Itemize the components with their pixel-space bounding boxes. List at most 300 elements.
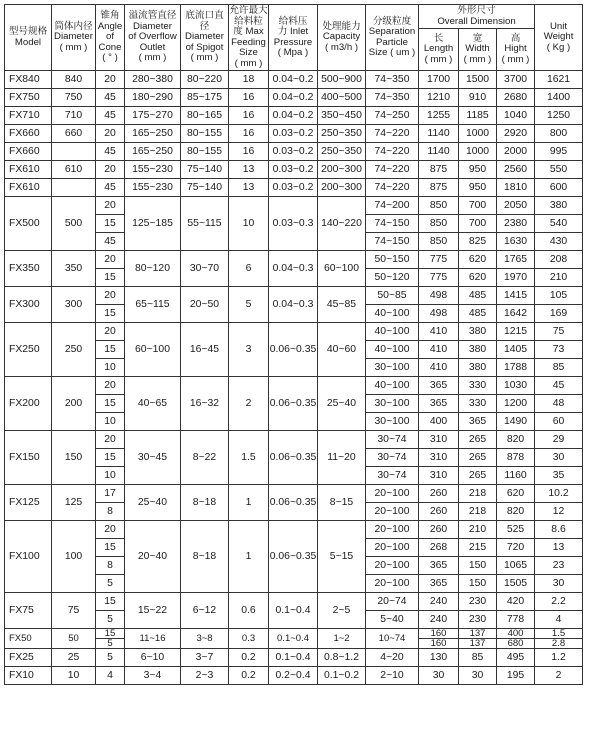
separation-cell: 74~220 — [366, 143, 419, 161]
diameter-cell: 840 — [52, 71, 96, 89]
spigot-cell: 75~140 — [181, 179, 229, 197]
width-cell: 825 — [459, 233, 497, 251]
width-cell: 910 — [459, 89, 497, 107]
feed-size-cell: 1.5 — [229, 431, 269, 485]
length-cell: 850 — [419, 233, 459, 251]
weight-cell: 85 — [535, 359, 583, 377]
model-cell: FX100 — [5, 521, 52, 593]
pressure-cell: 0.03~0.2 — [269, 143, 318, 161]
header-diameter — [52, 5, 96, 71]
model-cell: FX200 — [5, 377, 52, 431]
spigot-cell: 80~155 — [181, 125, 229, 143]
height-cell: 2560 — [497, 161, 535, 179]
pressure-cell: 0.06~0.35 — [269, 377, 318, 431]
feed-size-cell: 0.2 — [229, 667, 269, 685]
width-cell: 330 — [459, 377, 497, 395]
height-cell: 1970 — [497, 269, 535, 287]
separation-cell: 74~200 — [366, 197, 419, 215]
width-cell: 620 — [459, 251, 497, 269]
hydrocyclone-spec-table — [4, 4, 583, 685]
overflow-cell: 280~380 — [125, 71, 181, 89]
feed-size-cell: 10 — [229, 197, 269, 251]
weight-cell: 30 — [535, 449, 583, 467]
separation-cell: 50~120 — [366, 269, 419, 287]
header-line: 允许最大 — [229, 5, 268, 16]
header-line: ( mm ) — [501, 53, 530, 65]
height-cell: 1642 — [497, 305, 535, 323]
overflow-cell: 20~40 — [125, 521, 181, 593]
diameter-cell — [52, 143, 96, 161]
diameter-cell: 75 — [52, 593, 96, 629]
width-cell: 330 — [459, 395, 497, 413]
length-cell: 30 — [419, 667, 459, 685]
separation-cell: 50~150 — [366, 251, 419, 269]
width-cell: 265 — [459, 467, 497, 485]
length-cell: 1700 — [419, 71, 459, 89]
diameter-cell: 150 — [52, 431, 96, 485]
header-line: ( ° ) — [102, 52, 118, 64]
capacity-cell: 40~60 — [318, 323, 366, 377]
model-cell: FX750 — [5, 89, 52, 107]
overflow-cell: 165~250 — [125, 125, 181, 143]
header-line: ( Kg ) — [546, 41, 571, 53]
height-cell: 1405 — [497, 341, 535, 359]
diameter-cell: 10 — [52, 667, 96, 685]
separation-cell: 74~220 — [366, 179, 419, 197]
length-cell: 400 — [419, 413, 459, 431]
height-cell: 1200 — [497, 395, 535, 413]
length-cell: 875 — [419, 179, 459, 197]
table-row — [5, 143, 583, 161]
capacity-cell: 350~450 — [318, 107, 366, 125]
weight-cell: 600 — [535, 179, 583, 197]
model-cell: FX610 — [5, 179, 52, 197]
header-line: 度 Max — [233, 26, 264, 37]
feed-size-cell: 13 — [229, 179, 269, 197]
length-cell: 498 — [419, 305, 459, 323]
model-cell: FX660 — [5, 125, 52, 143]
weight-cell: 800 — [535, 125, 583, 143]
separation-cell: 30~74 — [366, 431, 419, 449]
header-line: Feeding — [231, 36, 266, 48]
weight-cell: 540 — [535, 215, 583, 233]
width-cell: 150 — [459, 557, 497, 575]
weight-cell: 48 — [535, 395, 583, 413]
spigot-cell: 3~7 — [181, 649, 229, 667]
pressure-cell: 0.04~0.3 — [269, 287, 318, 323]
header-line: 溢流管直径 — [128, 10, 177, 22]
separation-cell: 20~100 — [366, 503, 419, 521]
cone-angle-cell: 45 — [96, 179, 125, 197]
spigot-cell: 8~18 — [181, 485, 229, 521]
feed-size-cell: 1 — [229, 485, 269, 521]
header-separation-size — [366, 5, 419, 71]
length-cell: 365 — [419, 557, 459, 575]
length-cell: 365 — [419, 575, 459, 593]
spigot-cell: 75~140 — [181, 161, 229, 179]
cone-angle-cell: 20 — [96, 197, 125, 215]
width-cell: 380 — [459, 359, 497, 377]
length-cell: 160 — [419, 629, 459, 639]
feed-size-cell: 1 — [229, 521, 269, 593]
length-cell: 850 — [419, 215, 459, 233]
feed-size-cell: 16 — [229, 107, 269, 125]
cone-angle-cell: 20 — [96, 287, 125, 305]
feed-size-cell: 16 — [229, 125, 269, 143]
cone-angle-cell: 20 — [96, 161, 125, 179]
header-line: Capacity — [322, 31, 361, 43]
diameter-cell: 610 — [52, 161, 96, 179]
weight-cell: 4 — [535, 611, 583, 629]
cone-angle-cell: 5 — [96, 649, 125, 667]
height-cell: 1215 — [497, 323, 535, 341]
diameter-cell: 660 — [52, 125, 96, 143]
cone-angle-cell: 5 — [96, 575, 125, 593]
feed-size-cell: 16 — [229, 89, 269, 107]
overflow-cell: 60~100 — [125, 323, 181, 377]
width-cell: 137 — [459, 629, 497, 639]
model-cell: FX350 — [5, 251, 52, 287]
diameter-cell: 50 — [52, 629, 96, 649]
pressure-cell: 0.03~0.2 — [269, 161, 318, 179]
capacity-cell: 140~220 — [318, 197, 366, 251]
header-inlet-pressure — [269, 5, 318, 71]
model-cell: FX710 — [5, 107, 52, 125]
header-max-feed-size — [229, 5, 269, 71]
weight-cell: 1.5 — [535, 629, 583, 639]
table-row — [5, 377, 583, 395]
header-line: 宽 — [472, 32, 483, 44]
feed-size-cell: 0.3 — [229, 629, 269, 649]
header-unit-weight — [535, 5, 583, 71]
width-cell: 620 — [459, 269, 497, 287]
width-cell: 1500 — [459, 71, 497, 89]
weight-cell: 10.2 — [535, 485, 583, 503]
length-cell: 498 — [419, 287, 459, 305]
pressure-cell: 0.04~0.2 — [269, 71, 318, 89]
height-cell: 680 — [497, 639, 535, 649]
header-width — [459, 29, 497, 71]
cone-angle-cell: 15 — [96, 593, 125, 611]
diameter-cell: 200 — [52, 377, 96, 431]
pressure-cell: 0.1~0.4 — [269, 593, 318, 629]
overflow-cell: 30~45 — [125, 431, 181, 485]
cone-angle-cell: 15 — [96, 449, 125, 467]
overflow-cell: 65~115 — [125, 287, 181, 323]
cone-angle-cell: 5 — [96, 639, 125, 649]
cone-angle-cell: 20 — [96, 521, 125, 539]
header-line: ( m3/h ) — [324, 41, 359, 53]
header-line: Particle — [376, 36, 408, 48]
weight-cell: 2 — [535, 667, 583, 685]
header-line: Size ( um ) — [368, 47, 416, 58]
height-cell: 1810 — [497, 179, 535, 197]
height-cell: 620 — [497, 485, 535, 503]
cone-angle-cell: 15 — [96, 395, 125, 413]
length-cell: 240 — [419, 611, 459, 629]
width-cell: 265 — [459, 449, 497, 467]
length-cell: 310 — [419, 449, 459, 467]
width-cell: 700 — [459, 215, 497, 233]
capacity-cell: 1~2 — [318, 629, 366, 649]
header-line: ( mm ) — [59, 41, 88, 53]
weight-cell: 380 — [535, 197, 583, 215]
height-cell: 2680 — [497, 89, 535, 107]
weight-cell: 210 — [535, 269, 583, 287]
capacity-cell: 5~15 — [318, 521, 366, 593]
spigot-cell: 55~115 — [181, 197, 229, 251]
height-cell: 2380 — [497, 215, 535, 233]
pressure-cell: 0.2~0.4 — [269, 667, 318, 685]
weight-cell: 13 — [535, 539, 583, 557]
table-row — [5, 71, 583, 89]
overflow-cell: 165~250 — [125, 143, 181, 161]
cone-angle-cell: 15 — [96, 629, 125, 639]
feed-size-cell: 0.2 — [229, 649, 269, 667]
length-cell: 410 — [419, 359, 459, 377]
header-line: ( mm ) — [234, 57, 263, 69]
separation-cell: 74~150 — [366, 233, 419, 251]
header-line: Unit — [550, 20, 568, 32]
width-cell: 1000 — [459, 143, 497, 161]
table-row — [5, 161, 583, 179]
width-cell: 380 — [459, 341, 497, 359]
cone-angle-cell: 10 — [96, 467, 125, 485]
separation-cell: 74~250 — [366, 107, 419, 125]
header-line: Size — [239, 47, 258, 58]
pressure-cell: 0.04~0.2 — [269, 89, 318, 107]
table-row — [5, 629, 583, 639]
spigot-cell: 2~3 — [181, 667, 229, 685]
table-row — [5, 485, 583, 503]
header-line: 力 Inlet — [277, 26, 309, 37]
spigot-cell: 30~70 — [181, 251, 229, 287]
cone-angle-cell: 15 — [96, 215, 125, 233]
weight-cell: 45 — [535, 377, 583, 395]
width-cell: 365 — [459, 413, 497, 431]
header-line: of — [105, 31, 114, 43]
feed-size-cell: 6 — [229, 251, 269, 287]
height-cell: 1160 — [497, 467, 535, 485]
weight-cell: 8.6 — [535, 521, 583, 539]
length-cell: 875 — [419, 161, 459, 179]
cone-angle-cell: 45 — [96, 107, 125, 125]
separation-cell: 50~85 — [366, 287, 419, 305]
capacity-cell: 250~350 — [318, 143, 366, 161]
model-cell: FX840 — [5, 71, 52, 89]
weight-cell: 1400 — [535, 89, 583, 107]
spigot-cell: 8~22 — [181, 431, 229, 485]
width-cell: 218 — [459, 485, 497, 503]
width-cell: 950 — [459, 179, 497, 197]
diameter-cell: 710 — [52, 107, 96, 125]
overflow-cell: 175~270 — [125, 107, 181, 125]
model-cell: FX125 — [5, 485, 52, 521]
overflow-cell: 6~10 — [125, 649, 181, 667]
separation-cell: 30~74 — [366, 449, 419, 467]
table-row — [5, 89, 583, 107]
length-cell: 260 — [419, 503, 459, 521]
cone-angle-cell: 15 — [96, 305, 125, 323]
height-cell: 1040 — [497, 107, 535, 125]
weight-cell: 2.8 — [535, 639, 583, 649]
overflow-cell: 15~22 — [125, 593, 181, 629]
weight-cell: 60 — [535, 413, 583, 431]
separation-cell: 74~350 — [366, 71, 419, 89]
cone-angle-cell: 20 — [96, 71, 125, 89]
separation-cell: 74~150 — [366, 215, 419, 233]
header-line: of Spigot — [185, 41, 224, 53]
pressure-cell: 0.06~0.35 — [269, 521, 318, 593]
weight-cell: 1250 — [535, 107, 583, 125]
diameter-cell: 100 — [52, 521, 96, 593]
pressure-cell: 0.03~0.3 — [269, 197, 318, 251]
model-cell: FX500 — [5, 197, 52, 251]
model-cell: FX75 — [5, 593, 52, 629]
height-cell: 1505 — [497, 575, 535, 593]
feed-size-cell: 5 — [229, 287, 269, 323]
overflow-cell: 25~40 — [125, 485, 181, 521]
weight-cell: 1621 — [535, 71, 583, 89]
header-line: 分级粒度 — [372, 15, 412, 27]
cone-angle-cell: 10 — [96, 359, 125, 377]
length-cell: 365 — [419, 377, 459, 395]
pressure-cell: 0.04~0.3 — [269, 251, 318, 287]
height-cell: 1490 — [497, 413, 535, 431]
spigot-cell: 16~32 — [181, 377, 229, 431]
capacity-cell: 0.1~0.2 — [318, 667, 366, 685]
feed-size-cell: 18 — [229, 71, 269, 89]
height-cell: 720 — [497, 539, 535, 557]
width-cell: 230 — [459, 611, 497, 629]
height-cell: 3700 — [497, 71, 535, 89]
separation-cell: 40~100 — [366, 305, 419, 323]
capacity-cell: 500~900 — [318, 71, 366, 89]
separation-cell: 5~40 — [366, 611, 419, 629]
pressure-cell: 0.06~0.35 — [269, 485, 318, 521]
width-cell: 137 — [459, 639, 497, 649]
header-spigot-diameter — [181, 5, 229, 71]
separation-cell: 20~100 — [366, 521, 419, 539]
header-capacity — [318, 5, 366, 71]
weight-cell: 1.2 — [535, 649, 583, 667]
diameter-cell: 750 — [52, 89, 96, 107]
length-cell: 260 — [419, 521, 459, 539]
feed-size-cell: 13 — [229, 161, 269, 179]
length-cell: 1140 — [419, 143, 459, 161]
header-line: of Overflow — [128, 31, 177, 43]
cone-angle-cell: 10 — [96, 413, 125, 431]
diameter-cell: 25 — [52, 649, 96, 667]
model-cell: FX250 — [5, 323, 52, 377]
width-cell: 265 — [459, 431, 497, 449]
separation-cell: 30~100 — [366, 359, 419, 377]
separation-cell: 20~100 — [366, 557, 419, 575]
height-cell: 495 — [497, 649, 535, 667]
table-row — [5, 197, 583, 215]
length-cell: 365 — [419, 395, 459, 413]
height-cell: 778 — [497, 611, 535, 629]
header-line: 给料粒 — [234, 15, 263, 27]
overflow-cell: 80~120 — [125, 251, 181, 287]
header-height — [497, 29, 535, 71]
capacity-cell: 45~85 — [318, 287, 366, 323]
header-cone-angle — [96, 5, 125, 71]
cone-angle-cell: 17 — [96, 485, 125, 503]
height-cell: 820 — [497, 503, 535, 521]
spigot-cell: 80~220 — [181, 71, 229, 89]
weight-cell: 23 — [535, 557, 583, 575]
spigot-cell: 20~50 — [181, 287, 229, 323]
feed-size-cell: 16 — [229, 143, 269, 161]
separation-cell: 30~100 — [366, 413, 419, 431]
model-cell: FX150 — [5, 431, 52, 485]
header-line: Separation — [368, 26, 416, 37]
width-cell: 1185 — [459, 107, 497, 125]
cone-angle-cell: 15 — [96, 341, 125, 359]
length-cell: 240 — [419, 593, 459, 611]
length-cell: 260 — [419, 485, 459, 503]
cone-angle-cell: 45 — [96, 89, 125, 107]
header-line: 筒体内径 — [54, 20, 93, 32]
width-cell: 1000 — [459, 125, 497, 143]
height-cell: 1788 — [497, 359, 535, 377]
weight-cell: 550 — [535, 161, 583, 179]
height-cell: 2000 — [497, 143, 535, 161]
cone-angle-cell: 20 — [96, 125, 125, 143]
height-cell: 820 — [497, 431, 535, 449]
weight-cell: 75 — [535, 323, 583, 341]
width-cell: 485 — [459, 287, 497, 305]
cone-angle-cell: 15 — [96, 269, 125, 287]
separation-cell: 20~100 — [366, 539, 419, 557]
capacity-cell: 200~300 — [318, 161, 366, 179]
header-line: 给料压 — [278, 15, 308, 27]
weight-cell: 73 — [535, 341, 583, 359]
separation-cell: 74~220 — [366, 161, 419, 179]
header-line: ( Mpa ) — [277, 47, 309, 58]
overflow-cell: 3~4 — [125, 667, 181, 685]
cone-angle-cell: 20 — [96, 377, 125, 395]
header-line: 处理能力 — [322, 20, 361, 32]
table-row — [5, 287, 583, 305]
pressure-cell: 0.03~0.2 — [269, 125, 318, 143]
capacity-cell: 0.8~1.2 — [318, 649, 366, 667]
header-line: ( mm ) — [190, 52, 219, 64]
header-overall-dimension — [419, 5, 535, 29]
cone-angle-cell: 15 — [96, 539, 125, 557]
weight-cell: 12 — [535, 503, 583, 521]
weight-cell: 169 — [535, 305, 583, 323]
header-line: Hight — [504, 43, 527, 55]
separation-cell: 20~100 — [366, 485, 419, 503]
separation-cell: 20~74 — [366, 593, 419, 611]
header-line: 外形尺寸 — [457, 5, 496, 16]
header-line: Width — [465, 43, 490, 55]
weight-cell: 2.2 — [535, 593, 583, 611]
overflow-cell: 155~230 — [125, 179, 181, 197]
height-cell: 525 — [497, 521, 535, 539]
width-cell: 85 — [459, 649, 497, 667]
width-cell: 950 — [459, 161, 497, 179]
weight-cell: 430 — [535, 233, 583, 251]
header-line: Diameter — [133, 20, 172, 32]
spigot-cell: 85~175 — [181, 89, 229, 107]
header-line: 锥角 — [100, 10, 120, 22]
pressure-cell: 0.03~0.2 — [269, 179, 318, 197]
model-cell: FX300 — [5, 287, 52, 323]
separation-cell: 10~74 — [366, 629, 419, 649]
